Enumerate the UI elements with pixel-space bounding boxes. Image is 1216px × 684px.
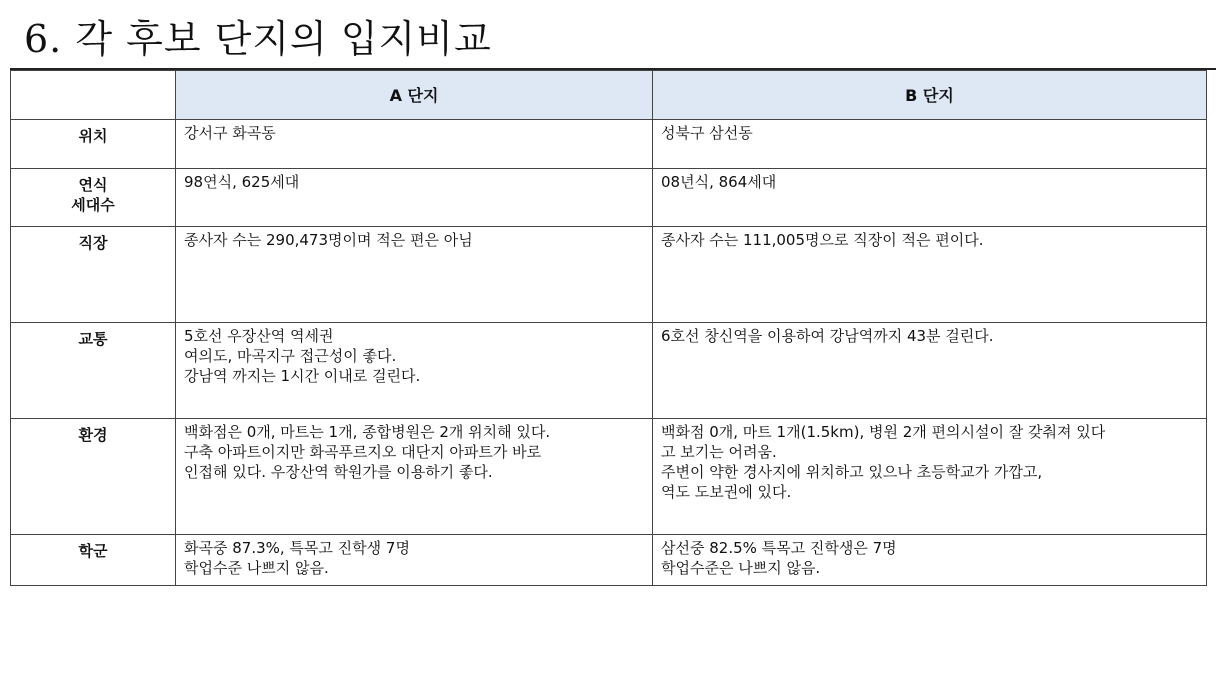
row-label-cell-line: 학군 — [78, 542, 108, 560]
table-header-row — [11, 71, 1207, 120]
row-label-cell-line: 세대수 — [71, 196, 115, 214]
b-complex-cell-line: 주변이 약한 경사지에 위치하고 있으나 초등학교가 가깝고, — [661, 463, 1043, 481]
a-complex-cell-line: 인접해 있다. 우장산역 학원가를 이용하기 좋다. — [184, 463, 493, 481]
table-row — [11, 120, 1207, 169]
row-label-cell — [11, 169, 176, 227]
a-complex-cell-line: 5호선 우장산역 역세권 — [184, 327, 334, 345]
a-complex-cell-line: 여의도, 마곡지구 접근성이 좋다. — [184, 347, 397, 365]
b-complex-cell-line: 백화점 0개, 마트 1개(1.5km), 병원 2개 편의시설이 잘 갖춰져 있다 — [661, 423, 1106, 441]
b-complex-cell-line: 고 보기는 어려움. — [661, 443, 777, 461]
b-complex-cell-line: 6호선 창신역을 이용하여 강남역까지 43분 걸린다. — [661, 327, 994, 345]
b-complex-cell — [653, 227, 1207, 323]
b-complex-cell-line: 역도 도보권에 있다. — [661, 483, 792, 501]
table-row — [11, 323, 1207, 419]
table-row — [11, 419, 1207, 535]
a-complex-cell-line: 화곡중 87.3%, 특목고 진학생 7명 — [184, 539, 410, 557]
b-complex-cell-line: 성북구 삼선동 — [661, 124, 753, 142]
row-label-cell — [11, 535, 176, 586]
comparison-table — [10, 70, 1207, 586]
a-complex-cell-line: 강남역 까지는 1시간 이내로 걸린다. — [184, 367, 421, 385]
row-label-cell-line: 환경 — [78, 426, 108, 444]
b-complex-cell-line: 학업수준은 나쁘지 않음. — [661, 559, 821, 577]
row-label-cell — [11, 419, 176, 535]
table-row — [11, 535, 1207, 586]
a-complex-cell — [176, 419, 653, 535]
a-complex-cell — [176, 227, 653, 323]
b-complex-cell-line: 삼선중 82.5% 특목고 진학생은 7명 — [661, 539, 897, 557]
row-label-cell — [11, 120, 176, 169]
a-complex-cell-line: 강서구 화곡동 — [184, 124, 276, 142]
header-a-complex: A 단지 — [176, 71, 653, 120]
table-row — [11, 227, 1207, 323]
a-complex-cell-line: 구축 아파트이지만 화곡푸르지오 대단지 아파트가 바로 — [184, 443, 542, 461]
a-complex-cell-line: 종사자 수는 290,473명이며 적은 편은 아님 — [184, 231, 473, 249]
a-complex-cell — [176, 169, 653, 227]
row-label-cell-line: 연식 — [78, 176, 108, 194]
b-complex-cell — [653, 419, 1207, 535]
b-complex-cell-line: 08년식, 864세대 — [661, 173, 777, 191]
page-title: 6. 각 후보 단지의 입지비교 — [24, 17, 492, 61]
b-complex-cell — [653, 323, 1207, 419]
row-label-cell — [11, 227, 176, 323]
row-label-cell-line: 직장 — [78, 234, 108, 252]
table-row — [11, 169, 1207, 227]
a-complex-cell — [176, 120, 653, 169]
row-label-cell-line: 위치 — [78, 127, 108, 145]
a-complex-cell — [176, 535, 653, 586]
row-label-cell-line: 교통 — [78, 330, 108, 348]
b-complex-cell — [653, 169, 1207, 227]
b-complex-cell-line: 종사자 수는 111,005명으로 직장이 적은 편이다. — [661, 231, 984, 249]
a-complex-cell-line: 백화점은 0개, 마트는 1개, 종합병원은 2개 위치해 있다. — [184, 423, 551, 441]
a-complex-cell-line: 98연식, 625세대 — [184, 173, 300, 191]
a-complex-cell — [176, 323, 653, 419]
header-corner-cell — [11, 71, 176, 120]
row-label-cell — [11, 323, 176, 419]
b-complex-cell — [653, 120, 1207, 169]
b-complex-cell — [653, 535, 1207, 586]
a-complex-cell-line: 학업수준 나쁘지 않음. — [184, 559, 329, 577]
header-b-complex: B 단지 — [653, 71, 1207, 120]
